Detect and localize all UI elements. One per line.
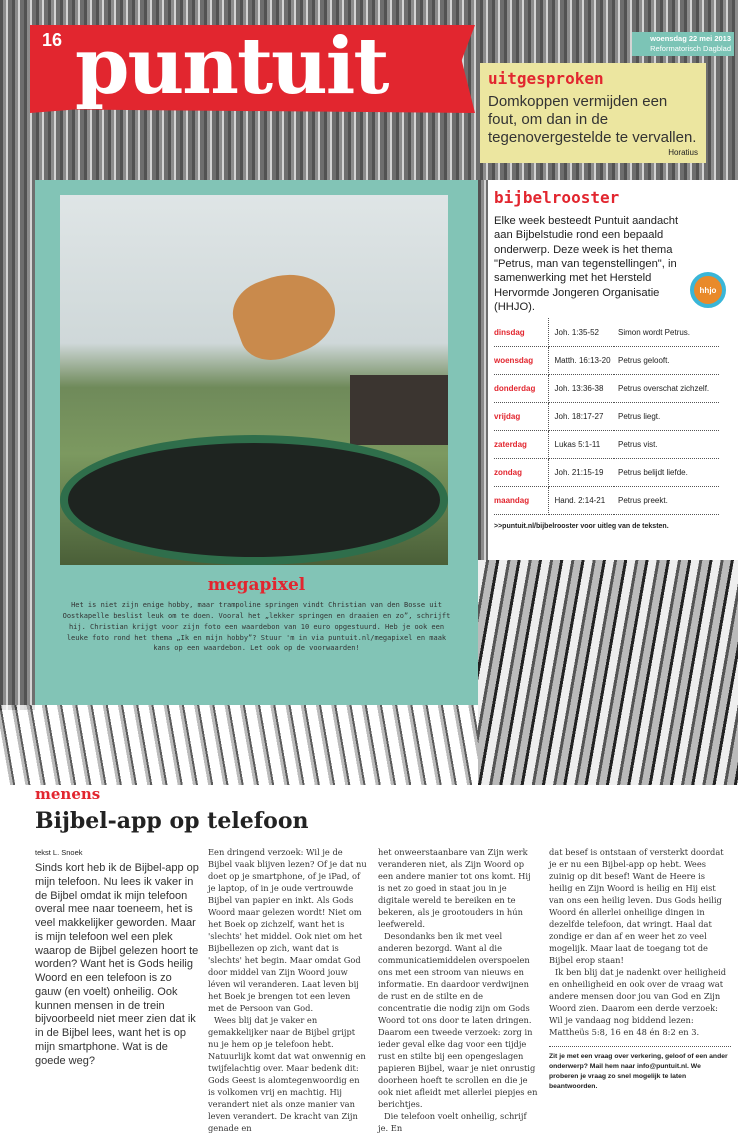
rooster-row <box>494 430 719 458</box>
paragraph: Die telefoon voelt onheilig, schrijf je. En <box>378 1111 527 1134</box>
paper-name: Reformatorisch Dagblad <box>650 44 731 54</box>
day: zondag <box>494 458 548 486</box>
rooster-row <box>494 318 719 346</box>
bible-reference: Joh. 13:36-38 <box>548 374 614 402</box>
paragraph: Desondanks ben ik met veel anderen bezorgd. Want al die communicatiemiddelen overspoelen ons met een stroom van nieuws en informatie. En daardoor verdwijnen de rust en de stilte en de concentratie die nodig zijn om Gods Woord tot ons door te laten dringen. Daarom een tweede verzoek: zorg in ieder geval elke dag voor een tijdje rust en stilte bij een opengeslagen papieren Bijbel, waar je niet onrustig doorheen hoeft te scrollen en die je ook niet afleidt met allerlei piepjes en berichtjes. <box>378 931 538 1110</box>
day: dinsdag <box>494 318 548 346</box>
springs-image <box>478 560 738 790</box>
jumping-boy <box>224 260 345 369</box>
article-column-1 <box>208 846 368 1134</box>
rooster-title: bijbelrooster <box>494 188 620 207</box>
background-texture-mid <box>478 180 488 560</box>
paragraph: Wees blij dat je vaker en gemakkelijker naar de Bijbel grijpt nu je hem op je telefoon hebt. Natuurlijk komt dat wat onwennig en twijfelachtig over. Maar bedenk dit: Gods Geest is alomtegenwoordig en is volkomen vrij en machtig. Hij verandert niet als onze manier van leven verandert. De kracht van Zijn genade en <box>208 1015 366 1134</box>
paragraph: Een dringend verzoek: Wil je de Bijbel vaak blijven lezen? Of je dat nu doet op je smartphone, of je iPad, of je laptop, of in je oude vertrouwde Bijbel van papier en inkt. Als Gods Woord maar gelezen wordt! Niet om het Boek op zichzelf, want het is 'slechts' het middel. Ook niet om het Bijbellezen op zich, want dat is 'slechts' het begin. Maar omdat God door middel van Zijn Woord jouw léven wil veranderen. Laat leven bij het Boek je brengen tot een leven met de Persoon van God. <box>208 847 367 1014</box>
topic: Petrus belijdt liefde. <box>614 458 719 486</box>
hhjo-logo: hhjo <box>690 272 726 308</box>
article-column-2 <box>378 846 538 1134</box>
brand-logo: puntuit <box>75 21 388 112</box>
background-texture-left <box>0 180 35 710</box>
quote-title: uitgesproken <box>488 69 604 88</box>
paragraph: Ik ben blij dat je nadenkt over heiligheid en onheiligheid en ook over de vraag wat andere mensen door jou van God en Zijn Woord zien. Daarom een derde verzoek: Wil je vandaag nog biddend lezen: Mattheüs 5:8, 16 en 48 én 8:2 en 3. <box>549 967 727 1038</box>
rooster-intro-wrap <box>494 214 726 314</box>
trampoline <box>60 435 448 565</box>
day: maandag <box>494 486 548 514</box>
bible-reference: Hand. 2:14-21 <box>548 486 614 514</box>
paragraph: dat besef is ontstaan of versterkt doordat je er nu een Bijbel-app op hebt. Wees zuinig op dit besef! Want de Heere is heilig en Zijn Woord is heilig en Hij eist van ons een heilig leven. Dus Gods heilig Woord én allerlei onheilige dingen in dezelfde telefoon, dat wringt. Haal dat zondige er dan af en weer het zo veel mogelijk. Maar laat de toegang tot de Bijbel erop staan! <box>549 847 724 966</box>
date: woensdag 22 mei 2013 <box>650 34 731 43</box>
bible-reference: Joh. 21:15-19 <box>548 458 614 486</box>
topic: Petrus preekt. <box>614 486 719 514</box>
topic: Simon wordt Petrus. <box>614 318 719 346</box>
article-lead: Sinds kort heb ik de Bijbel-app op mijn telefoon. Nu lees ik vaker in de Bijbel omdat ik mijn telefoon overal mee naar toeneem, het is veel makkelijker geworden. Maar is mijn telefoon wel een plek waarop de Bijbel gelezen hoort te worden? Want het is Gods heilig Woord en een telefoon is zo gauw (en voelt) onheilig. Ook kunnen mensen in de trein bijvoorbeeld niet meer zien dat ik in de Bijbel lees, want het is op mijn smartphone. Wat is de goede weg? <box>35 862 199 1067</box>
bible-reference: Joh. 18:17-27 <box>548 402 614 430</box>
contact-note: Zit je met een vraag over verkering, geloof of een ander onderwerp? Mail hem naar info@puntuit.nl. We proberen je vraag zo snel mogelijk te laten beantwoorden. <box>549 1046 731 1091</box>
article-kicker: menens <box>35 785 101 803</box>
quote-box <box>480 63 706 163</box>
day: donderdag <box>494 374 548 402</box>
paragraph: het onweerstaanbare van Zijn werk veranderen niet, als Zijn Woord op een andere manier tot ons komt. Hij is net zo goed in staat jou in je digitale wereld te bereiken en te bekeren, als je grootouders in hún leefwereld. <box>378 847 531 930</box>
bijbelrooster <box>494 188 726 530</box>
topic: Petrus liegt. <box>614 402 719 430</box>
rooster-row <box>494 458 719 486</box>
topic: Petrus vist. <box>614 430 719 458</box>
quote-text: Domkoppen vermijden een fout, om dan in de tegenovergestelde te vervallen. <box>488 93 697 146</box>
quote-author: Horatius <box>668 148 698 157</box>
bible-reference: Joh. 1:35-52 <box>548 318 614 346</box>
article-headline: Bijbel-app op telefoon <box>35 808 309 834</box>
topic: Petrus gelooft. <box>614 346 719 374</box>
megapixel-title: megapixel <box>207 575 306 595</box>
trampoline-photo <box>60 195 448 565</box>
shed <box>350 375 448 445</box>
day: zaterdag <box>494 430 548 458</box>
rooster-row <box>494 402 719 430</box>
article-column-3 <box>549 846 731 1092</box>
rooster-row <box>494 346 719 374</box>
rooster-table <box>494 318 719 515</box>
page-number: 16 <box>42 30 63 50</box>
megapixel-text: Het is niet zijn enige hobby, maar trampoline springen vindt Christian van den Bosse uit Oostkapelle beslist leuk om te doen. Vooral het „lekker springen en draaien en zo”, schrijft hij. Christian krijgt voor zijn foto een waardebon van 10 euro opgestuurd. Heb je ook een leuke foto rond het thema „Ik en mijn hobby”? Stuur 'm in via puntuit.nl/megapixel en maak kans op een waardebon. Let ook op de voorwaarden! <box>62 601 451 653</box>
rooster-intro: Elke week besteedt Puntuit aandacht aan Bijbelstudie rond een bepaald onderwerp. Deze week is het thema "Petrus, man van tegenstellingen", in samenwerking met het Hersteld Hervormde Jongeren Organisatie (HHJO). <box>494 215 679 313</box>
byline: tekst L. Snoek <box>35 848 83 857</box>
rooster-row <box>494 374 719 402</box>
topic: Petrus overschat zichzelf. <box>614 374 719 402</box>
day: vrijdag <box>494 402 548 430</box>
bible-reference: Matth. 16:13-20 <box>548 346 614 374</box>
springs-image-left <box>0 705 478 785</box>
rooster-link[interactable]: >>puntuit.nl/bijbelrooster voor uitleg van de teksten. <box>494 522 669 530</box>
day: woensdag <box>494 346 548 374</box>
bible-reference: Lukas 5:1-11 <box>548 430 614 458</box>
dateline <box>632 32 734 56</box>
rooster-row <box>494 486 719 514</box>
